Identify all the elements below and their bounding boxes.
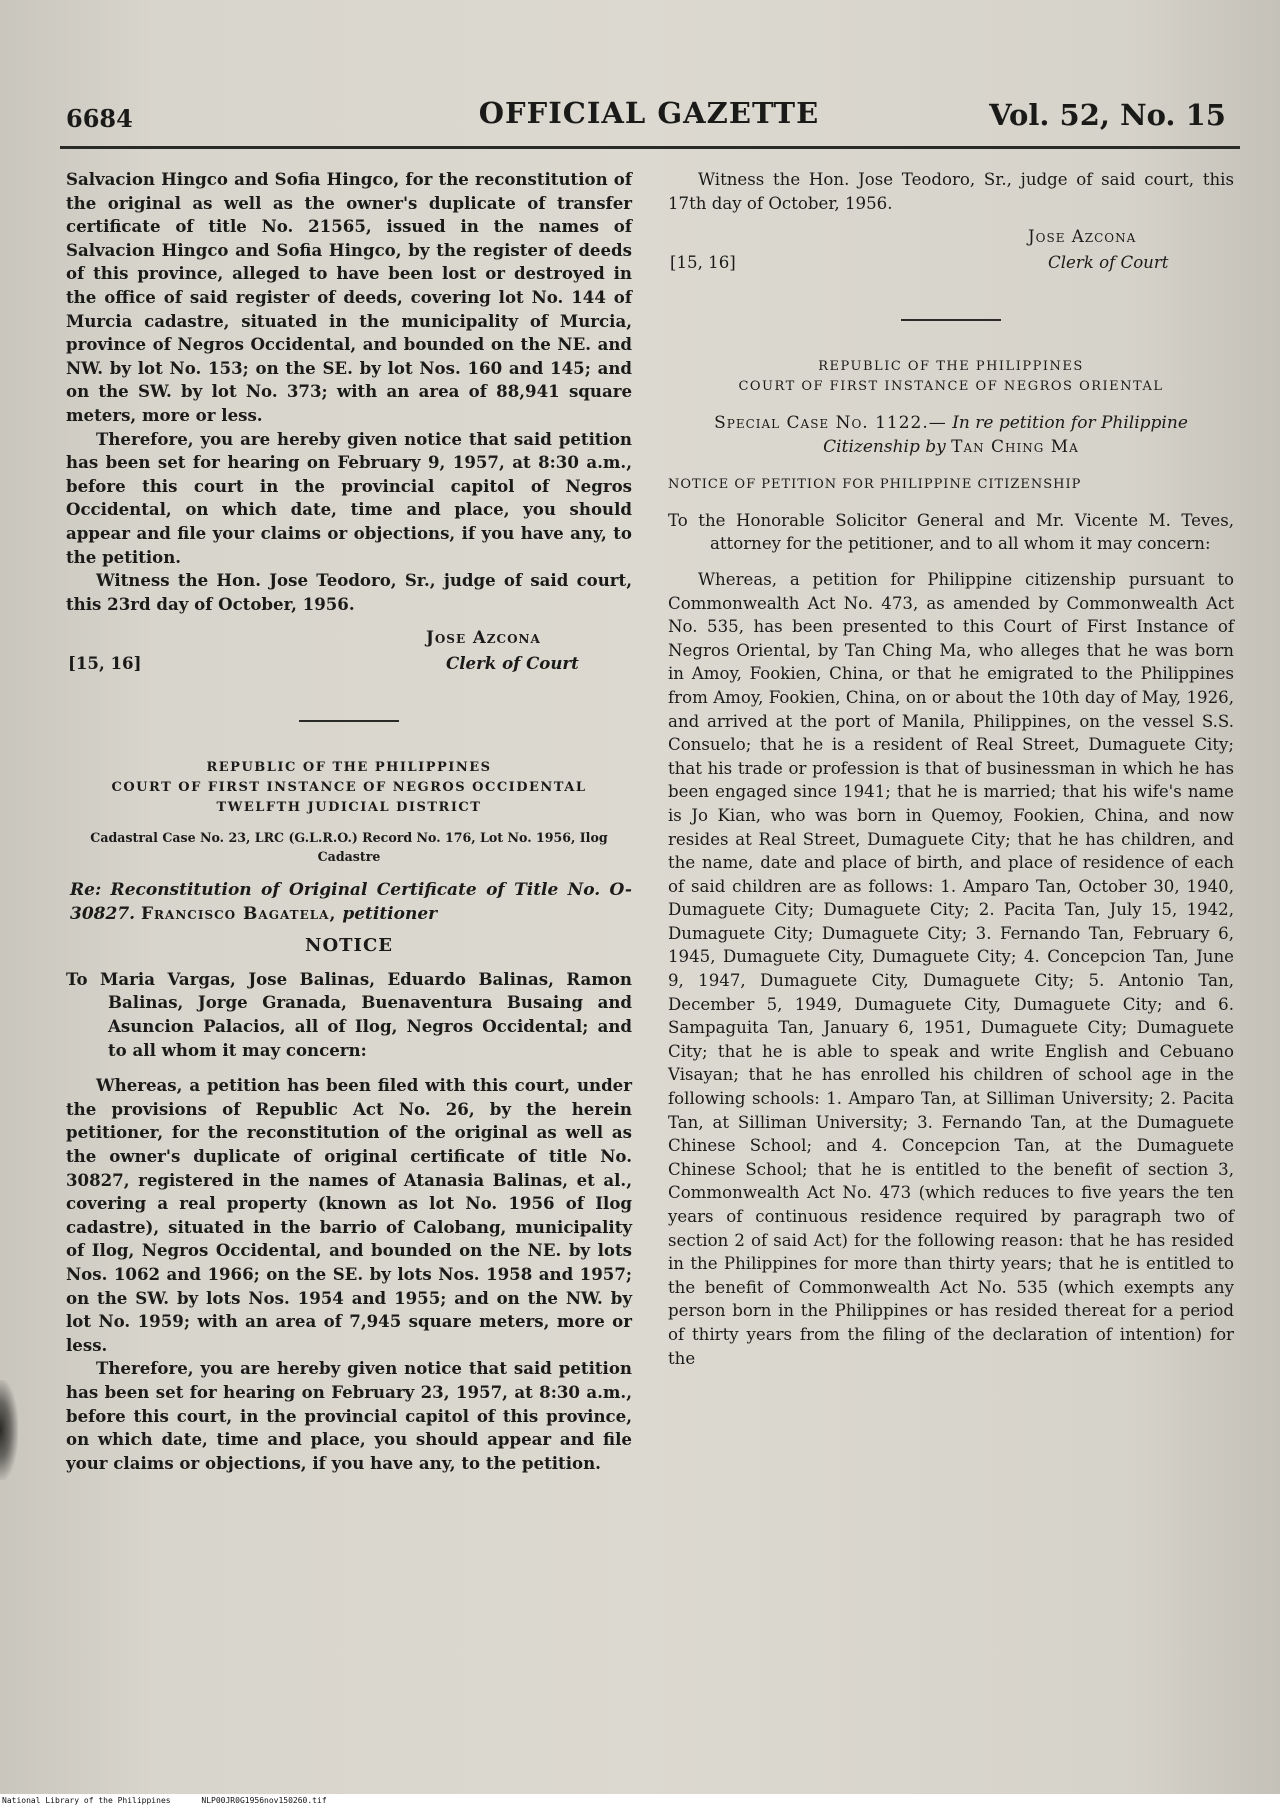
left-signature-block [66,626,632,682]
right-column [668,168,1234,1370]
issue-code: [15, 16] [68,653,142,674]
scan-footer [0,1794,1280,1808]
signatory-name: Jose Azcona [1028,227,1137,247]
header-rule [60,146,1240,149]
republic-heading: REPUBLIC OF THE PHILIPPINES [818,359,1084,375]
signatory-role: Clerk of Court [1048,253,1169,273]
scan-filename: NLP00JR0G1956nov150260.tif [201,1796,327,1805]
section-divider [299,720,399,722]
page-number: 6684 [66,104,133,133]
library-credit: National Library of the Philippines [2,1796,171,1805]
left-column [66,168,632,1475]
case-subject-title: Re: Reconstitution of Original Certificate of Title No. O-30827. [70,880,632,925]
case-subject [66,878,632,926]
right-signature-block [668,225,1234,281]
left-para-3: Witness the Hon. Jose Teodoro, Sr., judge of said court, this 23rd day of October, 1956. [66,570,632,614]
petitioner-role: petitioner [342,904,438,925]
special-case-number: Special Case No. 1122.— [714,413,947,434]
left-para-5: Therefore, you are hereby given notice that said petition has been set for hearing on February 23, 1957, at 8:30 a.m., before this court, in the provincial capitol of this province, on which date, time and place, you should appear and file your claims or objections, if you have any, to the petition. [66,1358,632,1473]
petitioner-name: Francisco Bagatela, [140,904,337,925]
volume-number: Vol. 52, No. 15 [989,98,1226,132]
district-heading: TWELFTH JUDICIAL DISTRICT [216,800,482,816]
right-para-1: Witness the Hon. Jose Teodoro, Sr., judge of said court, this 17th day of October, 1956. [668,170,1234,213]
republic-heading: REPUBLIC OF THE PHILIPPINES [206,760,492,776]
publication-title: OFFICIAL GAZETTE [478,96,820,130]
court-heading: COURT OF FIRST INSTANCE OF NEGROS OCCIDENTAL [111,780,587,796]
left-para-1: Salvacion Hingco and Sofia Hingco, for the reconstitution of the original as well as the owner's duplicate of transfer certificate of title No. 21565, issued in the names of Salvacion Hingco and Sofia Hingco, by the register of deeds of this province, alleged to have been lost or destroyed in the office of said register of deeds, covering lot No. 144 of Murcia cadastre, situated in the municipality of Murcia, province of Negros Occidental, and bounded on the NE. and NW. by lot No. 153; on the SE. by lot Nos. 160 and 145; and on the SW. by lot No. 373; with an area of 88,941 square meters, more or less. [66,169,632,425]
page-header [64,92,1234,138]
section-divider [901,319,1001,321]
cadastral-case: Cadastral Case No. 23, LRC (G.L.R.O.) Record No. 176, Lot No. 1956, Ilog Cadastre [90,830,608,865]
issue-code: [15, 16] [670,253,736,273]
court-heading: COURT OF FIRST INSTANCE OF NEGROS ORIENTAL [738,379,1164,395]
right-para-2: Whereas, a petition for Philippine citizenship pursuant to Commonwealth Act No. 473, as amended by Commonwealth Act No. 535, has been presented to this Court of First Instance of Negros Oriental, by Tan Ching Ma, who alleges that he was born in Amoy, Fookien, China, or that he emigrated to the Philippines from Amoy, Fookien, China, on or about the 10th day of May, 1926, and arrived at the port of Manila, Philippines, on the vessel S.S. Consuelo; that he is a resident of Real Street, Dumaguete City; that his trade or profession is that of businessman in which he has been engaged since 1941; that he is married; that his wife's name is Jo Kian, who was born in Quemoy, Fookien, China, and now resides at Real Street, Dumaguete City; that he has children, and the name, date and place of birth, and place of residence of each of said children are as follows: 1. Amparo Tan, October 30, 1940, Dumaguete City; Dumaguete City; 2. Pacita Tan, July 15, 1942, Dumaguete City; Dumaguete City; 3. Fernando Tan, February 6, 1945, Dumaguete City, Dumaguete City; 4. Concepcion Tan, June 9, 1947, Dumaguete City, Dumaguete City; 5. Antonio Tan, December 5, 1949, Dumaguete City, Dumaguete City; and 6. Sampaguita Tan, January 6, 1951, Dumaguete City; Dumaguete City; that he is able to speak and write English and Cebuano Visayan; that he has enrolled his children of school age in the following schools: 1. Amparo Tan, at Silliman University; 2. Pacita Tan, at Silliman University; 3. Fernando Tan, at the Dumaguete Chinese School; and 4. Concepcion Tan, at the Dumaguete Chinese School; that he is entitled to the benefit of section 3, Commonwealth Act No. 473 (which reduces to five years the ten years of continuous residence required by paragraph two of section 2 of said Act) for the following reason: that he has resided in the Philippines for more than thirty years; that he is entitled to the benefit of Commonwealth Act No. 535 (which exempts any person born in the Philippines or has resided thereat for a period of thirty years from the filing of the declaration of intention) for the [668,569,1234,1368]
left-para-4: Whereas, a petition has been filed with this court, under the provisions of Republic Act No. 26, by the herein petitioner, for the reconstitution of the original as well as the owner's duplicate of original certificate of title No. 30827, registered in the names of Atanasia Balinas, et al., covering a real property (known as lot No. 1956 of Ilog cadastre), situated in the barrio of Calobang, municipality of Ilog, Negros Occidental, and bounded on the NE. by lots Nos. 1062 and 1966; on the SE. by lots Nos. 1958 and 1957; on the SW. by lots Nos. 1954 and 1955; and on the NW. by lot No. 1959; with an area of 7,945 square meters, more or less. [66,1075,632,1355]
signatory-name: Jose Azcona [426,627,541,648]
special-case-title [668,411,1234,459]
special-case-subject: In re petition for Philippine Citizenship by [823,413,1188,458]
notice-heading: NOTICE OF PETITION FOR PHILIPPINE CITIZENSHIP [668,477,1082,493]
signatory-role: Clerk of Court [446,653,579,674]
petitioner-name: Tan Ching Ma [951,437,1079,458]
left-para-2: Therefore, you are hereby given notice that said petition has been set for hearing on February 9, 1957, at 8:30 a.m., before this court in the provincial capitol of Negros Occidental, on which date, time and place, you should appear and file your claims or objections, if you have any, to the petition. [66,428,632,567]
notice-heading: NOTICE [305,935,393,957]
binding-shadow [0,1380,18,1480]
addressees: To the Honorable Solicitor General and Mr. Vicente M. Teves, attorney for the petitioner, and to all whom it may concern: [668,510,1234,554]
addressees: To Maria Vargas, Jose Balinas, Eduardo Balinas, Ramon Balinas, Jorge Granada, Buenaventura Busaing and Asuncion Palacios, all of Ilog, Negros Occidental; and to all whom it may concern: [66,968,632,1060]
